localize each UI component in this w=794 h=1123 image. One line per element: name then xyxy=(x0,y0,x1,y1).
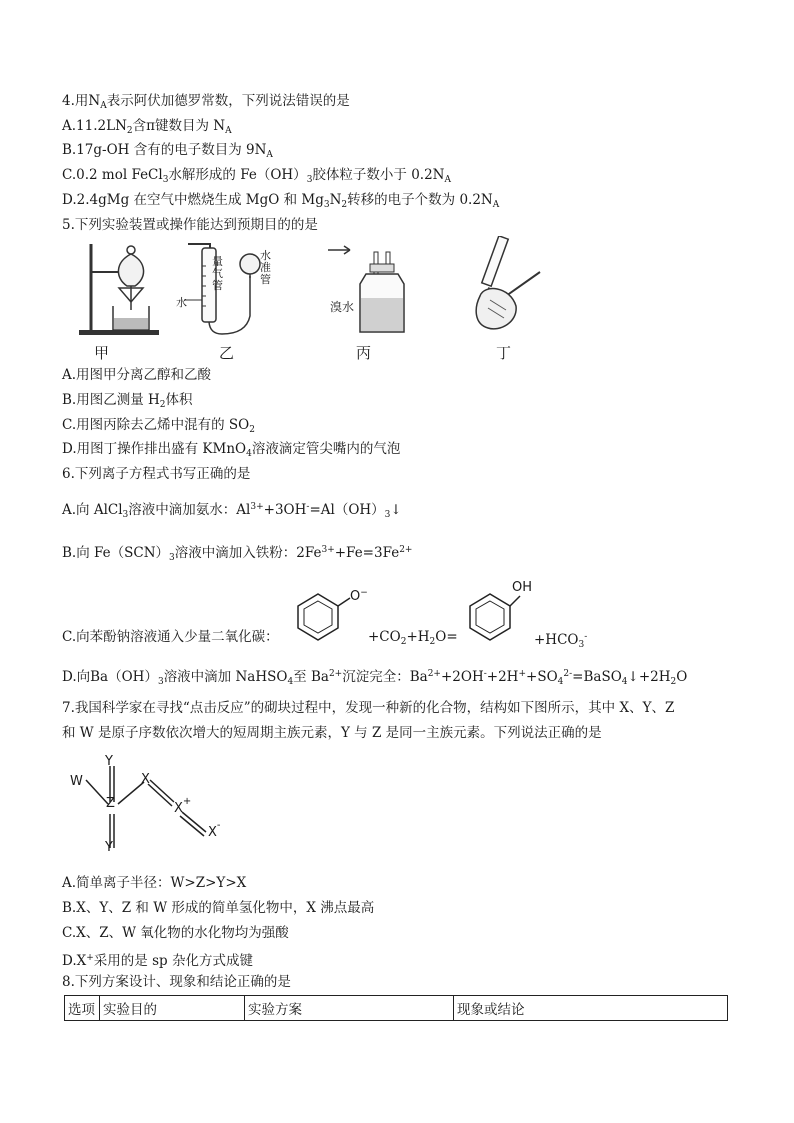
q5-option-a: A.用图甲分离乙醇和乙酸 xyxy=(62,367,212,383)
q7-option-a: A.简单离子半径：W>Z>Y>X xyxy=(62,875,247,891)
separatory-funnel-figure xyxy=(75,238,165,336)
q5-option-d: D.用图丁操作排出盛有 KMnO$_4$溶液滴定管尖嘴内的气泡 xyxy=(62,441,401,459)
atom-y-top: Y xyxy=(105,754,113,769)
water-label: 水 xyxy=(176,296,187,309)
gas-washing-bottle-figure xyxy=(326,244,410,336)
bromine-water-label: 溴水 xyxy=(330,300,355,314)
q7-stem-line2: 和 W 是原子序数依次增大的短周期主族元素，Y 与 Z 是同一主族元素。下列说法正确的是 xyxy=(62,725,602,741)
q4-option-b: B.17g-OH 含有的电子数目为 $9N_A$ xyxy=(62,142,273,160)
q7-option-d: D.X+采用的是 sp 杂化方式成键 xyxy=(62,953,253,969)
phenoxide-o-label: O− xyxy=(350,588,368,604)
q6-option-c-text1: C.向苯酚钠溶液通入少量二氧化碳： xyxy=(62,629,279,645)
q6-option-b: B.向 $Fe(SCN)_3$溶液中滴加入铁粉：$2Fe^{3+}+Fe=3Fe^{2+}$ xyxy=(62,545,413,563)
q4-option-c: C.0.2 mol FeCl$_3$水解形成的 $Fe(OH)_3$胶体粒子数小于 $0.2N_A$ xyxy=(62,167,451,185)
q7-stem-line1: 7.我国科学家在寻找“点击反应”的砌块过程中，发现一种新的化合物，结构如下图所示，其中 X、Y、Z xyxy=(62,700,675,716)
header-option: 选项 xyxy=(65,996,100,1021)
q4-option-d: D.2.4gMg 在空气中燃烧生成 MgO 和 $Mg_3N_2$转移的电子个数为 $0.2N_A$ xyxy=(62,192,500,210)
atom-w: W xyxy=(70,774,83,789)
table-row xyxy=(65,996,728,1021)
q8-options-table xyxy=(64,995,728,1021)
figure-label-jia: 甲 xyxy=(94,344,110,362)
q6-option-c-text2: $+CO_2+H_2O=$ xyxy=(368,629,458,647)
q7-option-b: B.X、Y、Z 和 W 形成的简单氢化物中，X 沸点最高 xyxy=(62,900,375,916)
q4-stem: 4.用$N_A$表示阿伏加德罗常数，下列说法错误的是 xyxy=(62,93,350,111)
header-result: 现象或结论 xyxy=(454,996,728,1021)
atom-z: Z xyxy=(106,796,115,811)
figure-label-bing: 丙 xyxy=(356,344,372,362)
q6-option-d: D.向$Ba(OH)_3$溶液中滴加 NaHSO$_4$至 $Ba^{2+}$沉淀完全：$Ba^{2+}+2OH^-+2H^++SO_4^{2-}=BaSO_4↓+2H_2O$ xyxy=(62,669,688,687)
phenol-oh-label: OH xyxy=(512,580,533,595)
figure-label-ding: 丁 xyxy=(496,344,512,362)
q5-stem: 5.下列实验装置或操作能达到预期目的的是 xyxy=(62,217,318,233)
header-plan: 实验方案 xyxy=(245,996,454,1021)
q7-option-c: C.X、Z、W 氧化物的水化物均为强酸 xyxy=(62,925,289,941)
q6-option-c-text3: $+HCO_3^-$ xyxy=(534,632,588,650)
q4-option-a: $A.11.2LN_2$含π键数目为 $N_A$ xyxy=(62,118,232,136)
atom-y-bottom: Y xyxy=(105,840,113,855)
atom-x-center: X+ xyxy=(174,796,192,816)
burette-bubble-figure xyxy=(460,236,550,336)
q6-option-a: A.向 AlCl$_3$溶液中滴加氨水：$Al^{3+}+3OH^-=Al(OH)_3↓$ xyxy=(62,502,402,520)
atom-x-right: X- xyxy=(208,820,221,840)
header-purpose: 实验目的 xyxy=(100,996,245,1021)
q6-stem: 6.下列离子方程式书写正确的是 xyxy=(62,466,251,482)
q5-option-c: C.用图丙除去乙烯中混有的 $SO_2$ xyxy=(62,417,255,435)
q5-option-b: B.用图乙测量 $H_2$体积 xyxy=(62,392,193,410)
atom-x-left: X xyxy=(141,772,150,787)
leveling-tube-label: 水准管 xyxy=(260,249,271,286)
compound-structure-figure xyxy=(64,752,240,864)
figure-label-yi: 乙 xyxy=(219,344,235,362)
gas-burette-label: 量气管 xyxy=(212,255,223,292)
q8-stem: 8.下列方案设计、现象和结论正确的是 xyxy=(62,974,291,990)
